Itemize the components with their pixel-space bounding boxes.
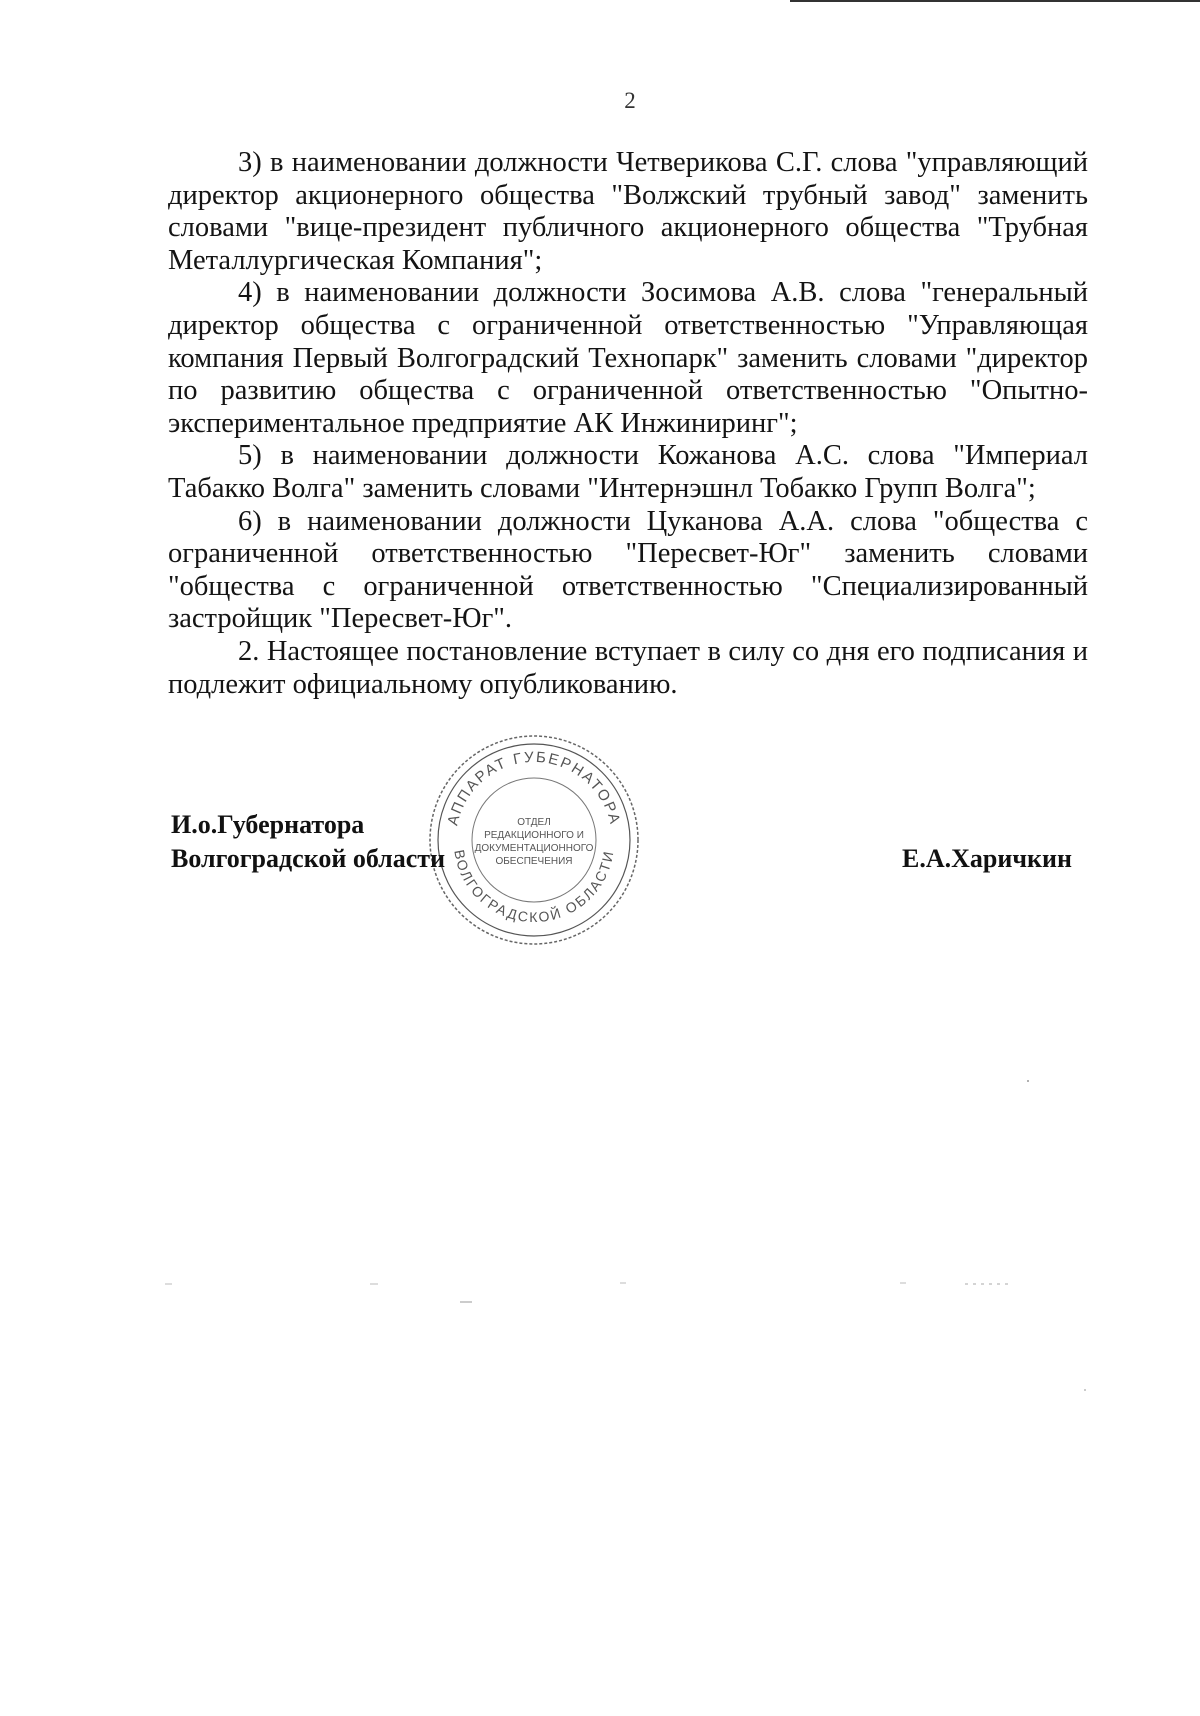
paragraph-item-6: 6) в наименовании должности Цуканова А.А. слова "общества с ограниченной ответственностью "Пересвет-Юг" заменить словами "общества с ограниченной ответственностью "Специализированный застройщик "Пересвет-Юг". bbox=[168, 505, 1088, 635]
seal-center-line-1: ОТДЕЛ bbox=[517, 817, 551, 828]
paragraph-item-3: 3) в наименовании должности Четверикова С.Г. слова "управляющий директор акционерного общества "Волжский трубный завод" заменить словами "вице-президент публичного акционерного общества "Трубная Металлургическая Компания"; bbox=[168, 147, 1088, 276]
paragraph-item-5: 5) в наименовании должности Кожанова А.С. слова "Империал Табакко Волга" заменить словами "Интернэшнл Тобакко Групп Волга"; bbox=[168, 440, 1088, 504]
signatory-name: Е.А.Харичкин bbox=[902, 844, 1072, 873]
signatory-title bbox=[171, 808, 445, 876]
paragraph-item-4: 4) в наименовании должности Зосимова А.В. слова "генеральный директор общества с ограниченной ответственностью "Управляющая компания Первый Волгоградский Технопарк" заменить словами "директор по развитию общества с ограниченной ответственностью "Опытно-экспериментальное предприятие АК Инжиниринг"; bbox=[168, 277, 1088, 439]
paragraph-effective-date: 2. Настоящее постановление вступает в силу со дня его подписания и подлежит официальному опубликованию. bbox=[168, 635, 1088, 700]
page-number: 2 bbox=[624, 88, 636, 113]
seal-bottom-text: ВОЛГОГРАДСКОЙ ОБЛАСТИ bbox=[451, 848, 617, 926]
document-body bbox=[168, 147, 1088, 701]
seal-center-line-3: ДОКУМЕНТАЦИОННОГО bbox=[474, 843, 594, 854]
signature-block bbox=[0, 808, 1200, 888]
signatory-title-line-1: И.о.Губернатора bbox=[171, 810, 365, 839]
seal-center-line-4: ОБЕСПЕЧЕНИЯ bbox=[495, 856, 573, 867]
scan-top-rule bbox=[790, 0, 1200, 2]
seal-center-line-2: РЕДАКЦИОННОГО И bbox=[484, 830, 584, 841]
seal-top-text: АППАРАТ ГУБЕРНАТОРА bbox=[444, 748, 624, 828]
signatory-title-line-2: Волгоградской области bbox=[171, 844, 446, 873]
